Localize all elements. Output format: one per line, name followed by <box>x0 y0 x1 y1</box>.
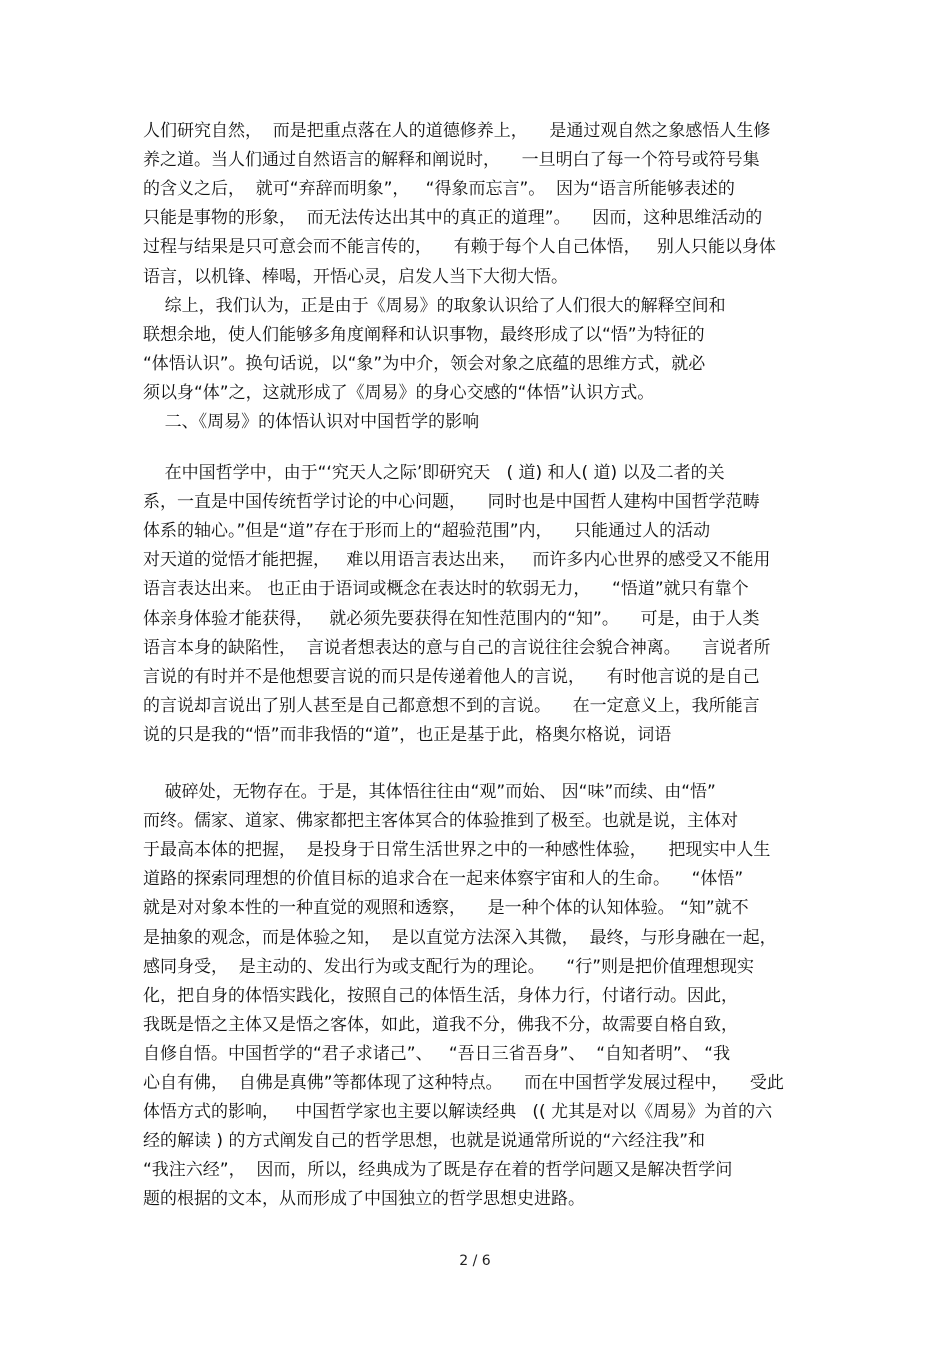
text-line: 就是对对象本性的一种直觉的观照和透察， 是一种个体的认知体验。 “知”就不 <box>143 898 749 919</box>
text-line: 言说的有时并不是他想要言说的而只是传递着他人的言说， 有时他言说的是自己 <box>143 666 760 687</box>
text-line: 感同身受， 是主动的、发出行为或支配行为的理论。 “行”则是把价值理想现实 <box>143 956 755 977</box>
text-line: 的言说却言说出了别人甚至是自己都意想不到的言说。 在一定意义上，我所能言 <box>143 695 760 716</box>
text-line: 人们研究自然， 而是把重点落在人的道德修养上， 是通过观自然之象感悟人生修 <box>143 121 771 141</box>
text-line: 语言表达出来。 也正由于语词或概念在表达时的软弱无力， “悟道”就只有靠个 <box>143 579 749 600</box>
text-line: 须以身“体”之，这就形成了《周易》的身心交感的“体悟”认识方式。 <box>143 382 655 403</box>
text-line: 语言本身的缺陷性， 言说者想表达的意与自己的言说往往会貌合神离。 言说者所 <box>143 637 771 658</box>
text-line: 的含义之后， 就可“弃辞而明象”， “得象而忘言”。 因为“语言所能够表述的 <box>143 179 735 200</box>
text-line: 在中国哲学中，由于“‘究天人之际’即研究天 ( 道) 和人( 道) 以及二者的关 <box>143 463 725 483</box>
text-line: 心自有佛， 自佛是真佛”等都体现了这种特点。 而在中国哲学发展过程中， 受此 <box>143 1073 784 1093</box>
text-line: 自修自悟。中国哲学的“君子求诸己”、 “吾日三省吾身”、 “自知者明”、 “我 <box>143 1043 731 1064</box>
text-line: 道路的探索同理想的价值目标的追求合在一起来体察宇宙和人的生命。 “体悟” <box>143 869 744 890</box>
text-line: 体悟方式的影响， 中国哲学家也主要以解读经典 (( 尤其是对以《周易》为首的六 <box>143 1102 773 1123</box>
text-line: “我注六经”， 因而，所以，经典成为了既是存在着的哲学问题又是解决哲学问 <box>143 1160 733 1181</box>
page-number: 2 / 6 <box>459 1253 491 1269</box>
text-line: 对天道的觉悟才能把握， 难以用语言表达出来， 而许多内心世界的感受又不能用 <box>143 550 771 571</box>
text-line: 过程与结果是只可意会而不能言传的， 有赖于每个人自己体悟， 别人只能以身体 <box>143 237 776 258</box>
text-line: 是抽象的观念，而是体验之知， 是以直觉方法深入其微， 最终，与形身融在一起， <box>143 927 777 948</box>
text-line: 联想余地，使人们能够多角度阐释和认识事物，最终形成了以“悟”为特征的 <box>143 324 705 345</box>
text-line: 体亲身体验才能获得， 就必须先要获得在知性范围内的“知”。 可是，由于人类 <box>143 608 760 629</box>
text-line: 我既是悟之主体又是悟之客体，如此，道我不分，佛我不分，故需要自格自致， <box>143 1014 738 1035</box>
text-line: 二、《周易》的体悟认识对中国哲学的影响 <box>143 412 480 432</box>
text-line: “体悟认识”。换句话说，以“象”为中介，领会对象之底蕴的思维方式，就必 <box>143 353 706 374</box>
text-line: 只能是事物的形象， 而无法传达出其中的真正的道理”。 因而，这种思维活动的 <box>143 208 763 229</box>
text-line: 综上，我们认为，正是由于《周易》的取象认识给了人们很大的解释空间和 <box>143 295 726 316</box>
text-line: 化，把自身的体悟实践化，按照自己的体悟生活，身体力行，付诸行动。因此， <box>143 985 738 1006</box>
text-line: 破碎处，无物存在。于是，其体悟往往由“观”而始、 因“味”而续、由“悟” <box>143 782 716 802</box>
text-line: 题的根据的文本，从而形成了中国独立的哲学思想史进路。 <box>143 1189 585 1210</box>
text-line: 体系的轴心。”但是“道”存在于形而上的“超验范围”内， 只能通过人的活动 <box>143 521 711 542</box>
text-line: 于最高本体的把握， 是投身于日常生活世界之中的一种感性体验， 把现实中人生 <box>143 840 771 861</box>
text-line: 而终。儒家、道家、佛家都把主客体冥合的体验推到了极至。也就是说，主体对 <box>143 811 738 832</box>
text-line: 说的只是我的“悟”而非我悟的“道”，也正是基于此，格奥尔格说，词语 <box>143 724 672 745</box>
text-line: 经的解读 ) 的方式阐发自己的哲学思想，也就是说通常所说的“六经注我”和 <box>143 1131 706 1152</box>
text-line: 系，一直是中国传统哲学讨论的中心问题， 同时也是中国哲人建构中国哲学范畴 <box>143 492 760 513</box>
text-line: 语言，以机锋、棒喝，开悟心灵，启发人当下大彻大悟。 <box>143 266 568 287</box>
text-line: 养之道。当人们通过自然语言的解释和阐说时， 一旦明白了每一个符号或符号集 <box>143 150 760 171</box>
